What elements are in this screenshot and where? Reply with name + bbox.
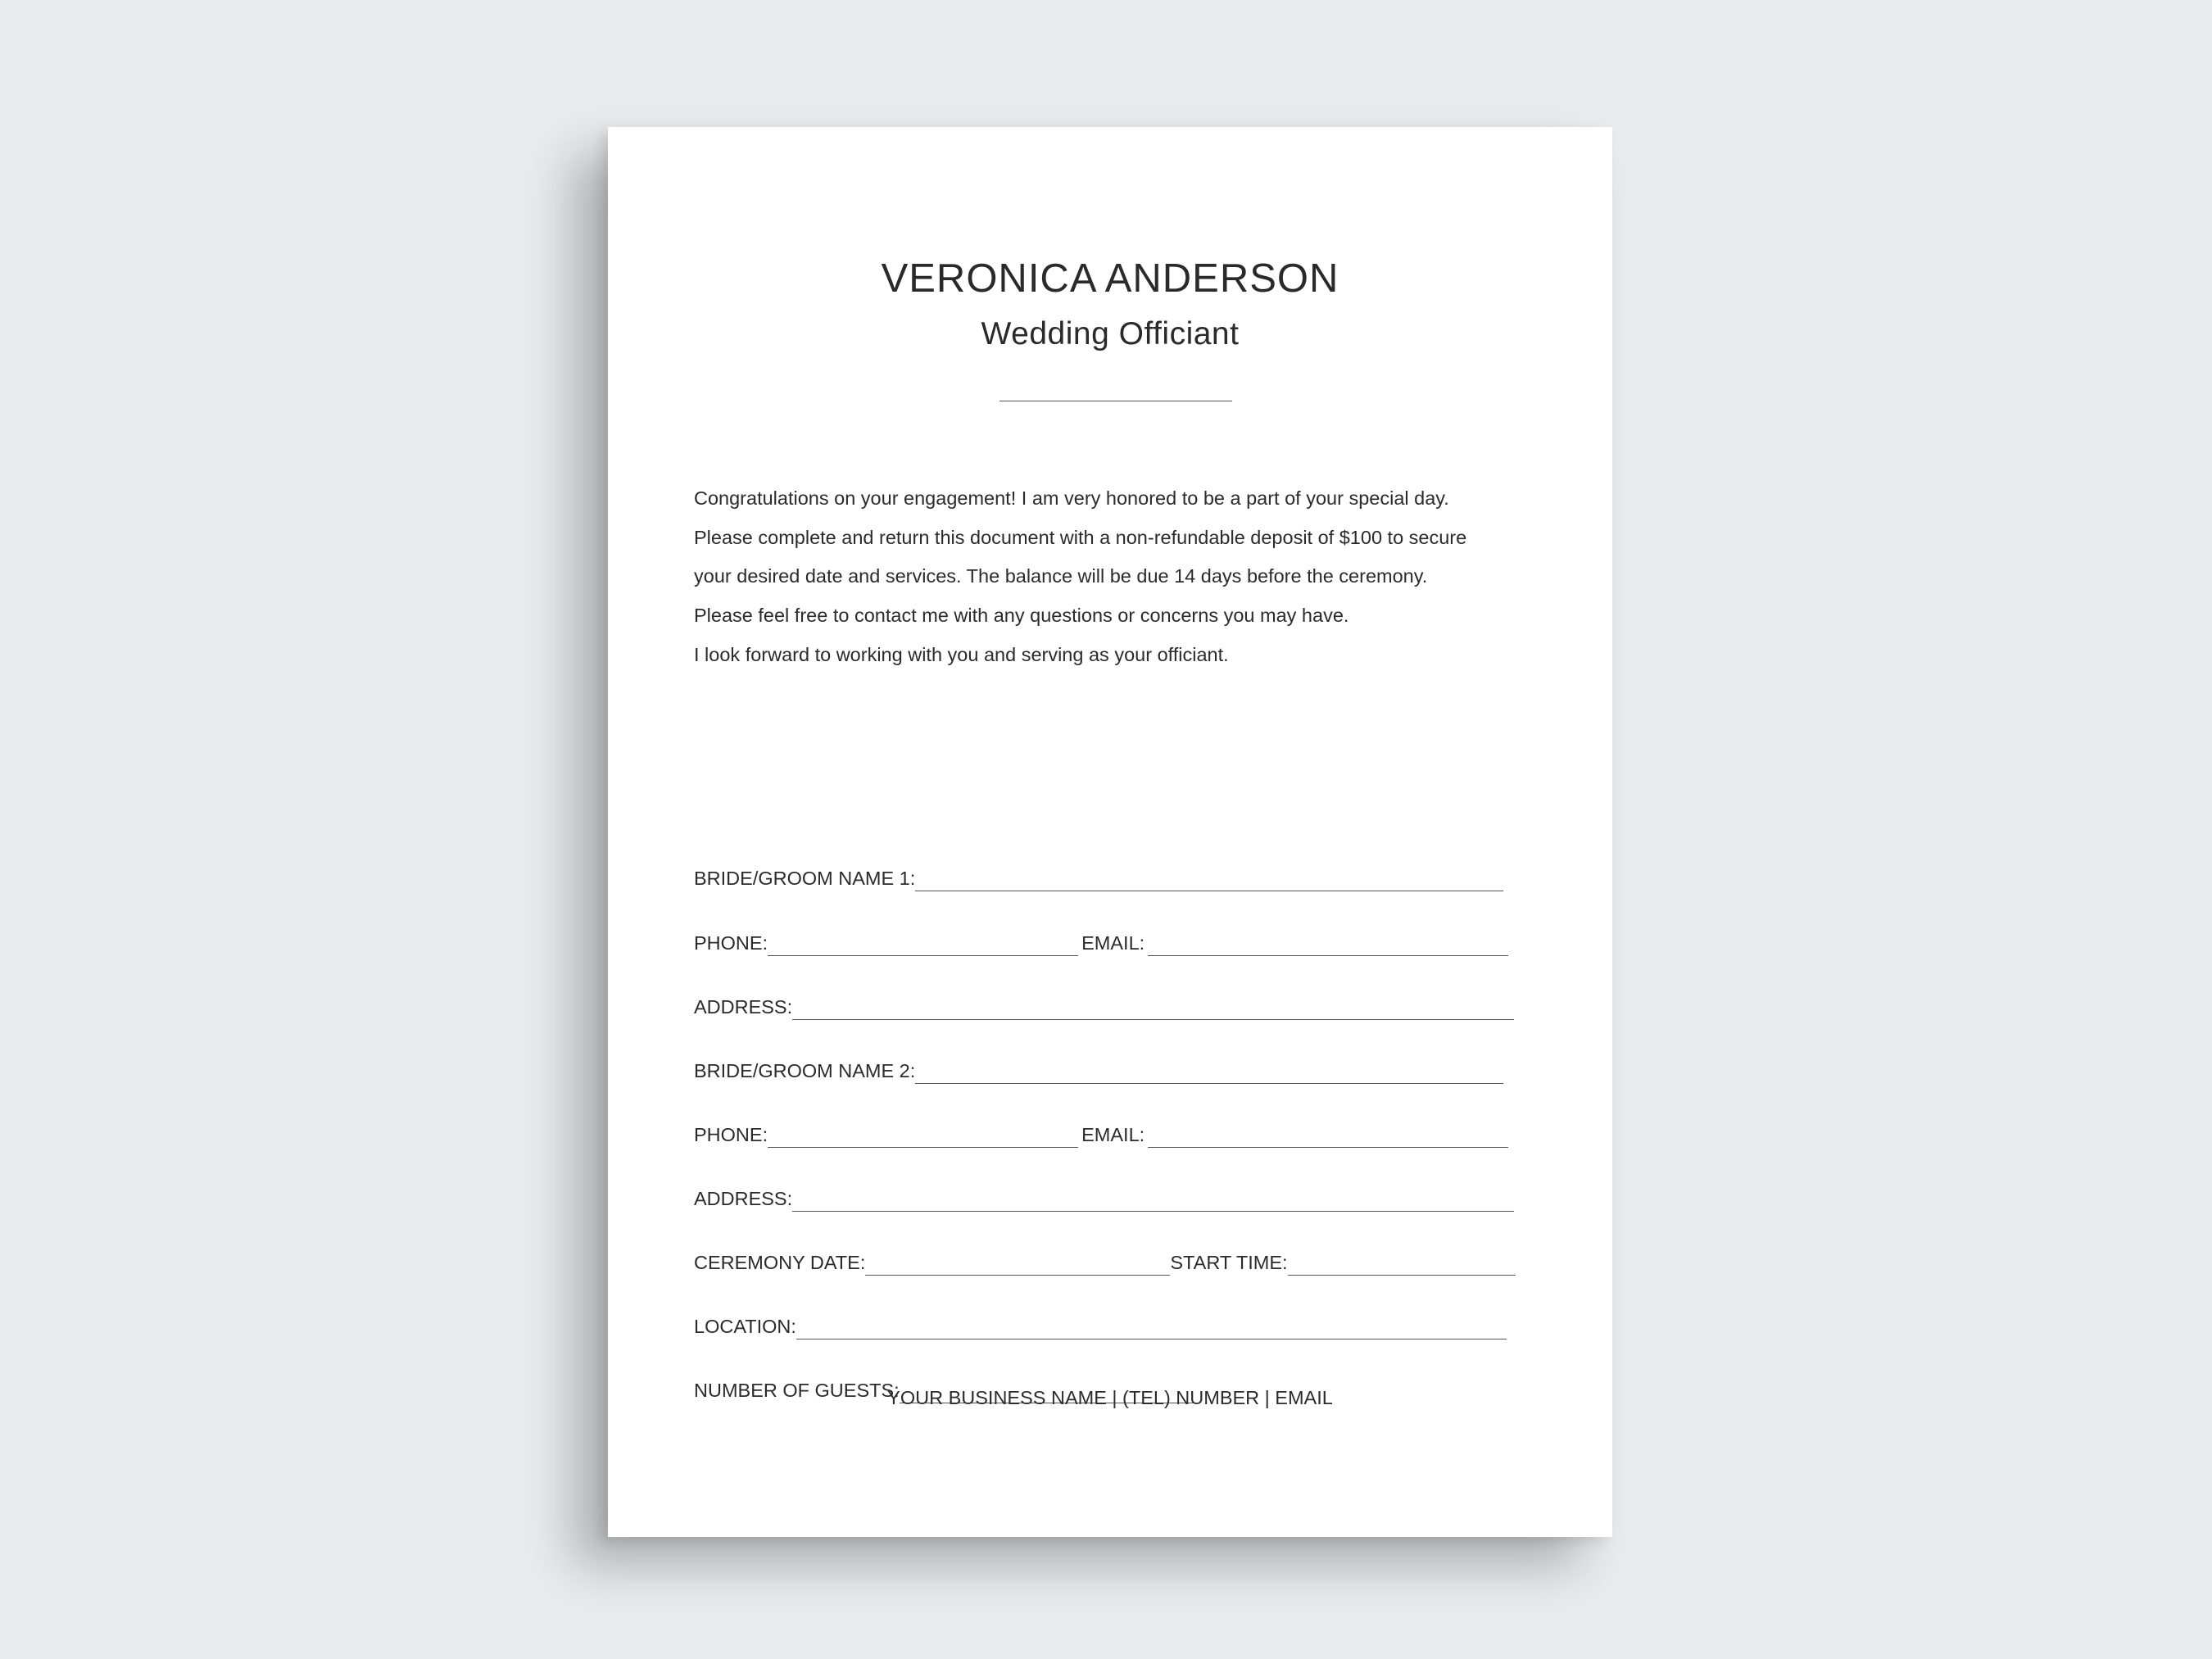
phone-1-label: PHONE: bbox=[694, 931, 768, 954]
field-row-address-1 bbox=[694, 987, 1514, 1020]
intro-line: I look forward to working with you and serving as your officiant. bbox=[694, 643, 1229, 665]
footer-contact: YOUR BUSINESS NAME | (TEL) NUMBER | EMAIL bbox=[887, 1387, 1333, 1408]
address-1-field[interactable] bbox=[792, 1019, 1514, 1020]
address-1-label: ADDRESS: bbox=[694, 995, 793, 1018]
field-row-name-1 bbox=[694, 859, 1503, 891]
intro-line: Congratulations on your engagement! I am very honored to be a part of your special day. bbox=[694, 487, 1449, 509]
address-2-label: ADDRESS: bbox=[694, 1187, 793, 1209]
guests-label: NUMBER OF GUESTS: bbox=[694, 1379, 900, 1401]
ceremony-date-field[interactable] bbox=[865, 1275, 1170, 1276]
field-row-name-2 bbox=[694, 1051, 1503, 1084]
email-2-label: EMAIL: bbox=[1081, 1123, 1145, 1145]
field-row-location bbox=[694, 1307, 1507, 1339]
email-1-label: EMAIL: bbox=[1081, 931, 1145, 954]
intro-line: your desired date and services. The balance will be due 14 days before the ceremony. bbox=[694, 565, 1428, 587]
field-row-address-2 bbox=[694, 1179, 1514, 1212]
name-1-label: BRIDE/GROOM NAME 1: bbox=[694, 867, 916, 889]
phone-1-field[interactable] bbox=[768, 955, 1078, 956]
start-time-field[interactable] bbox=[1288, 1275, 1516, 1276]
field-row-ceremony bbox=[694, 1243, 1516, 1276]
field-row-contact-2 bbox=[694, 1115, 1508, 1148]
email-1-field[interactable] bbox=[1148, 955, 1508, 956]
phone-2-field[interactable] bbox=[768, 1147, 1078, 1148]
name-2-label: BRIDE/GROOM NAME 2: bbox=[694, 1059, 916, 1081]
location-label: LOCATION: bbox=[694, 1315, 796, 1337]
document-page bbox=[608, 127, 1612, 1537]
phone-2-label: PHONE: bbox=[694, 1123, 768, 1145]
intro-paragraph bbox=[694, 479, 1546, 675]
intro-line: Please complete and return this document with a non-refundable deposit of $100 to secure bbox=[694, 526, 1467, 548]
officiant-name: VERONICA ANDERSON bbox=[881, 256, 1339, 301]
email-2-field[interactable] bbox=[1148, 1147, 1508, 1148]
officiant-title: Wedding Officiant bbox=[981, 316, 1240, 351]
field-row-contact-1 bbox=[694, 923, 1508, 956]
address-2-field[interactable] bbox=[792, 1211, 1514, 1212]
intro-line: Please feel free to contact me with any questions or concerns you may have. bbox=[694, 605, 1349, 627]
ceremony-date-label: CEREMONY DATE: bbox=[694, 1251, 866, 1273]
start-time-label: START TIME: bbox=[1170, 1251, 1288, 1273]
name-2-field[interactable] bbox=[915, 1083, 1503, 1084]
